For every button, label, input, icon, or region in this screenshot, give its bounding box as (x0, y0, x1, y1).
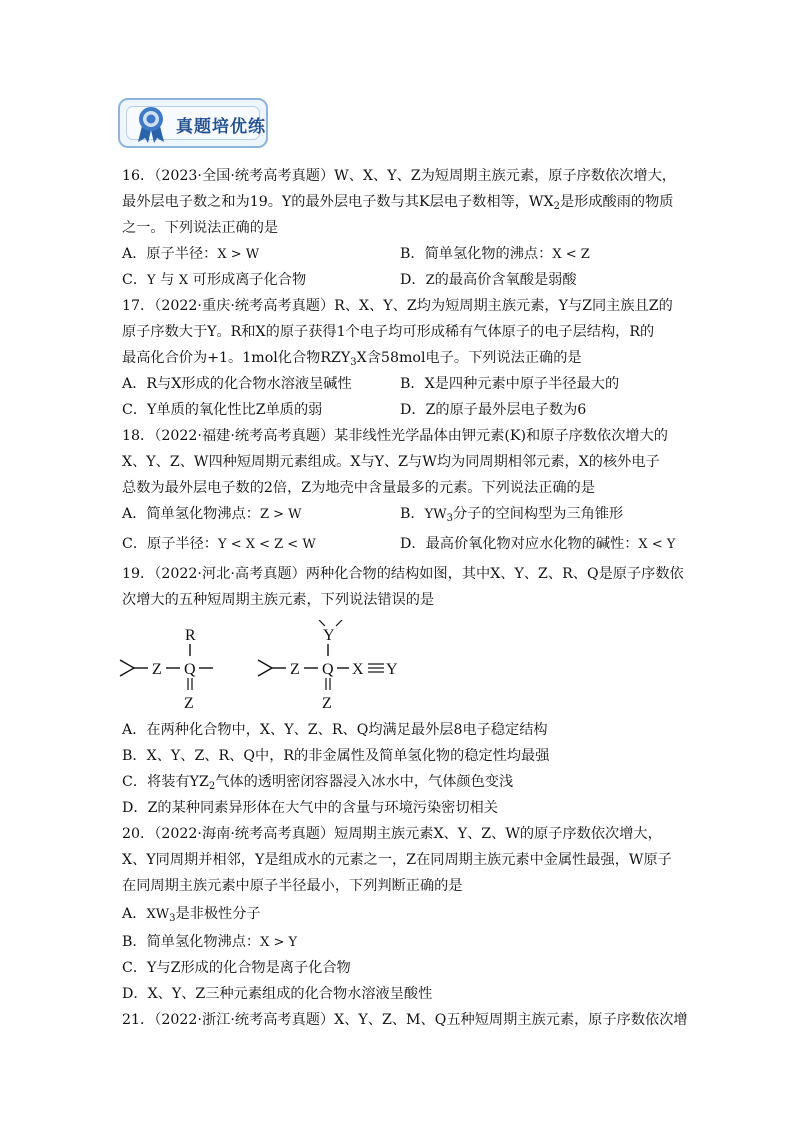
q18-option-a: A．简单氢化物沸点：Z > W (122, 506, 302, 522)
q16-option-d: D．Z的最高价含氧酸是弱酸 (400, 272, 577, 288)
s2-atom-z: Z (290, 661, 300, 678)
q20-option-d: D．X、Y、Z三种元素组成的化合物水溶液呈酸性 (122, 986, 433, 1002)
s1-atom-r: R (185, 627, 196, 644)
q18-option-d: D．最高价氧化物对应水化物的碱性：X < Y (400, 536, 676, 552)
q16-line1: 16．（2023·全国·统考高考真题）W、X、Y、Z为短周期主族元素，原子序数依次增大， (122, 168, 676, 184)
q18-line1: 18．（2022·福建·统考高考真题）某非线性光学晶体由钾元素(K)和原子序数依次增大的 (122, 428, 668, 444)
s1-atom-z: Z (152, 661, 162, 678)
q16-option-c: C．Y 与 X 可形成离子化合物 (122, 272, 307, 288)
q16-line2: 最外层电子数之和为19。Y的最外层电子数与其K层电子数相等，$WX_2$是形成酸雨的物质 (122, 194, 674, 212)
q21-line1: 21．（2022·浙江·统考高考真题）X、Y、Z、M、Q五种短周期主族元素，原子序数依次增 (122, 1012, 688, 1028)
q17-option-b: B．X是四种元素中原子半径最大的 (400, 376, 620, 392)
section-badge (118, 98, 270, 150)
q17-option-c: C．Y单质的氧化性比Z单质的弱 (122, 402, 323, 418)
q20-option-a: A．$XW_3$是非极性分子 (122, 906, 261, 924)
q18-option-b: B．$YW_3$分子的空间构型为三角锥形 (400, 506, 624, 524)
q20-option-b: B．简单氢化物沸点：X > Y (122, 934, 298, 950)
s2-atom-x: X (352, 661, 364, 678)
q19-option-a: A．在两种化合物中，X、Y、Z、R、Q均满足最外层8电子稳定结构 (122, 722, 548, 738)
q19-option-b: B．X、Y、Z、R、Q中，R的非金属性及简单氢化物的稳定性均最强 (122, 748, 550, 764)
q17-option-a: A．R与X形成的化合物水溶液呈碱性 (122, 376, 352, 392)
s2-atom-z-bottom: Z (322, 695, 332, 712)
structure-1 (120, 627, 213, 712)
s1-atom-z-bottom: Z (184, 695, 194, 712)
q17-option-d: D．Z的原子最外层电子数为6 (400, 402, 587, 418)
q20-line3: 在同周期主族元素中原子半径最小，下列判断正确的是 (122, 878, 463, 894)
q19-line1: 19．（2022·河北·高考真题）两种化合物的结构如图，其中X、Y、Z、R、Q是原子序数依 (122, 566, 684, 582)
s1-atom-q: Q (184, 661, 196, 678)
q17-line1: 17．（2022·重庆·统考高考真题）R、X、Y、Z均为短周期主族元素，Y与Z同主族且Z的 (122, 298, 673, 314)
structure-2 (258, 620, 398, 712)
q19-line2: 次增大的五种短周期主族元素，下列说法错误的是 (122, 592, 435, 608)
q18-option-c: C．原子半径：Y < X < Z < W (122, 536, 316, 552)
q17-line2: 原子序数大于Y。R和X的原子获得1个电子均可形成稀有气体原子的电子层结构，R的 (122, 324, 655, 340)
s2-atom-y-top: Y (323, 627, 335, 644)
s2-atom-y: Y (386, 661, 398, 678)
q18-line3: 总数为最外层电子数的2倍，Z为地壳中含量最多的元素。下列说法正确的是 (122, 480, 595, 496)
q17-line3: 最高化合价为+1。1mol化合物$RZY_3X$含58mol电子。下列说法正确的是 (122, 350, 582, 368)
medal-icon (134, 104, 168, 144)
q18-line2: X、Y、Z、W四种短周期元素组成。X与Y、Z与W均为同周期相邻元素，X的核外电子 (122, 454, 660, 470)
q19-option-d: D．Z的某种同素异形体在大气中的含量与环境污染密切相关 (122, 800, 498, 816)
q16-option-a: A．原子半径：X > W (122, 246, 260, 262)
badge-title: 真题培优练 (176, 117, 266, 137)
s2-atom-q: Q (322, 661, 334, 678)
q16-line3: 之一。下列说法正确的是 (122, 220, 279, 236)
q20-line1: 20．（2022·海南·统考高考真题）短周期主族元素X、Y、Z、W的原子序数依次增大， (122, 826, 662, 842)
q16-option-b: B．简单氢化物的沸点：X < Z (400, 246, 590, 262)
q20-option-c: C．Y与Z形成的化合物是离子化合物 (122, 960, 351, 976)
q20-line2: X、Y同周期并相邻，Y是组成水的元素之一，Z在同周期主族元素中金属性最强，W原子 (122, 852, 672, 868)
q19-option-c: C．将装有$YZ_2$气体的透明密闭容器浸入冰水中，气体颜色变浅 (122, 774, 514, 792)
q19-structure-diagram (118, 620, 478, 715)
